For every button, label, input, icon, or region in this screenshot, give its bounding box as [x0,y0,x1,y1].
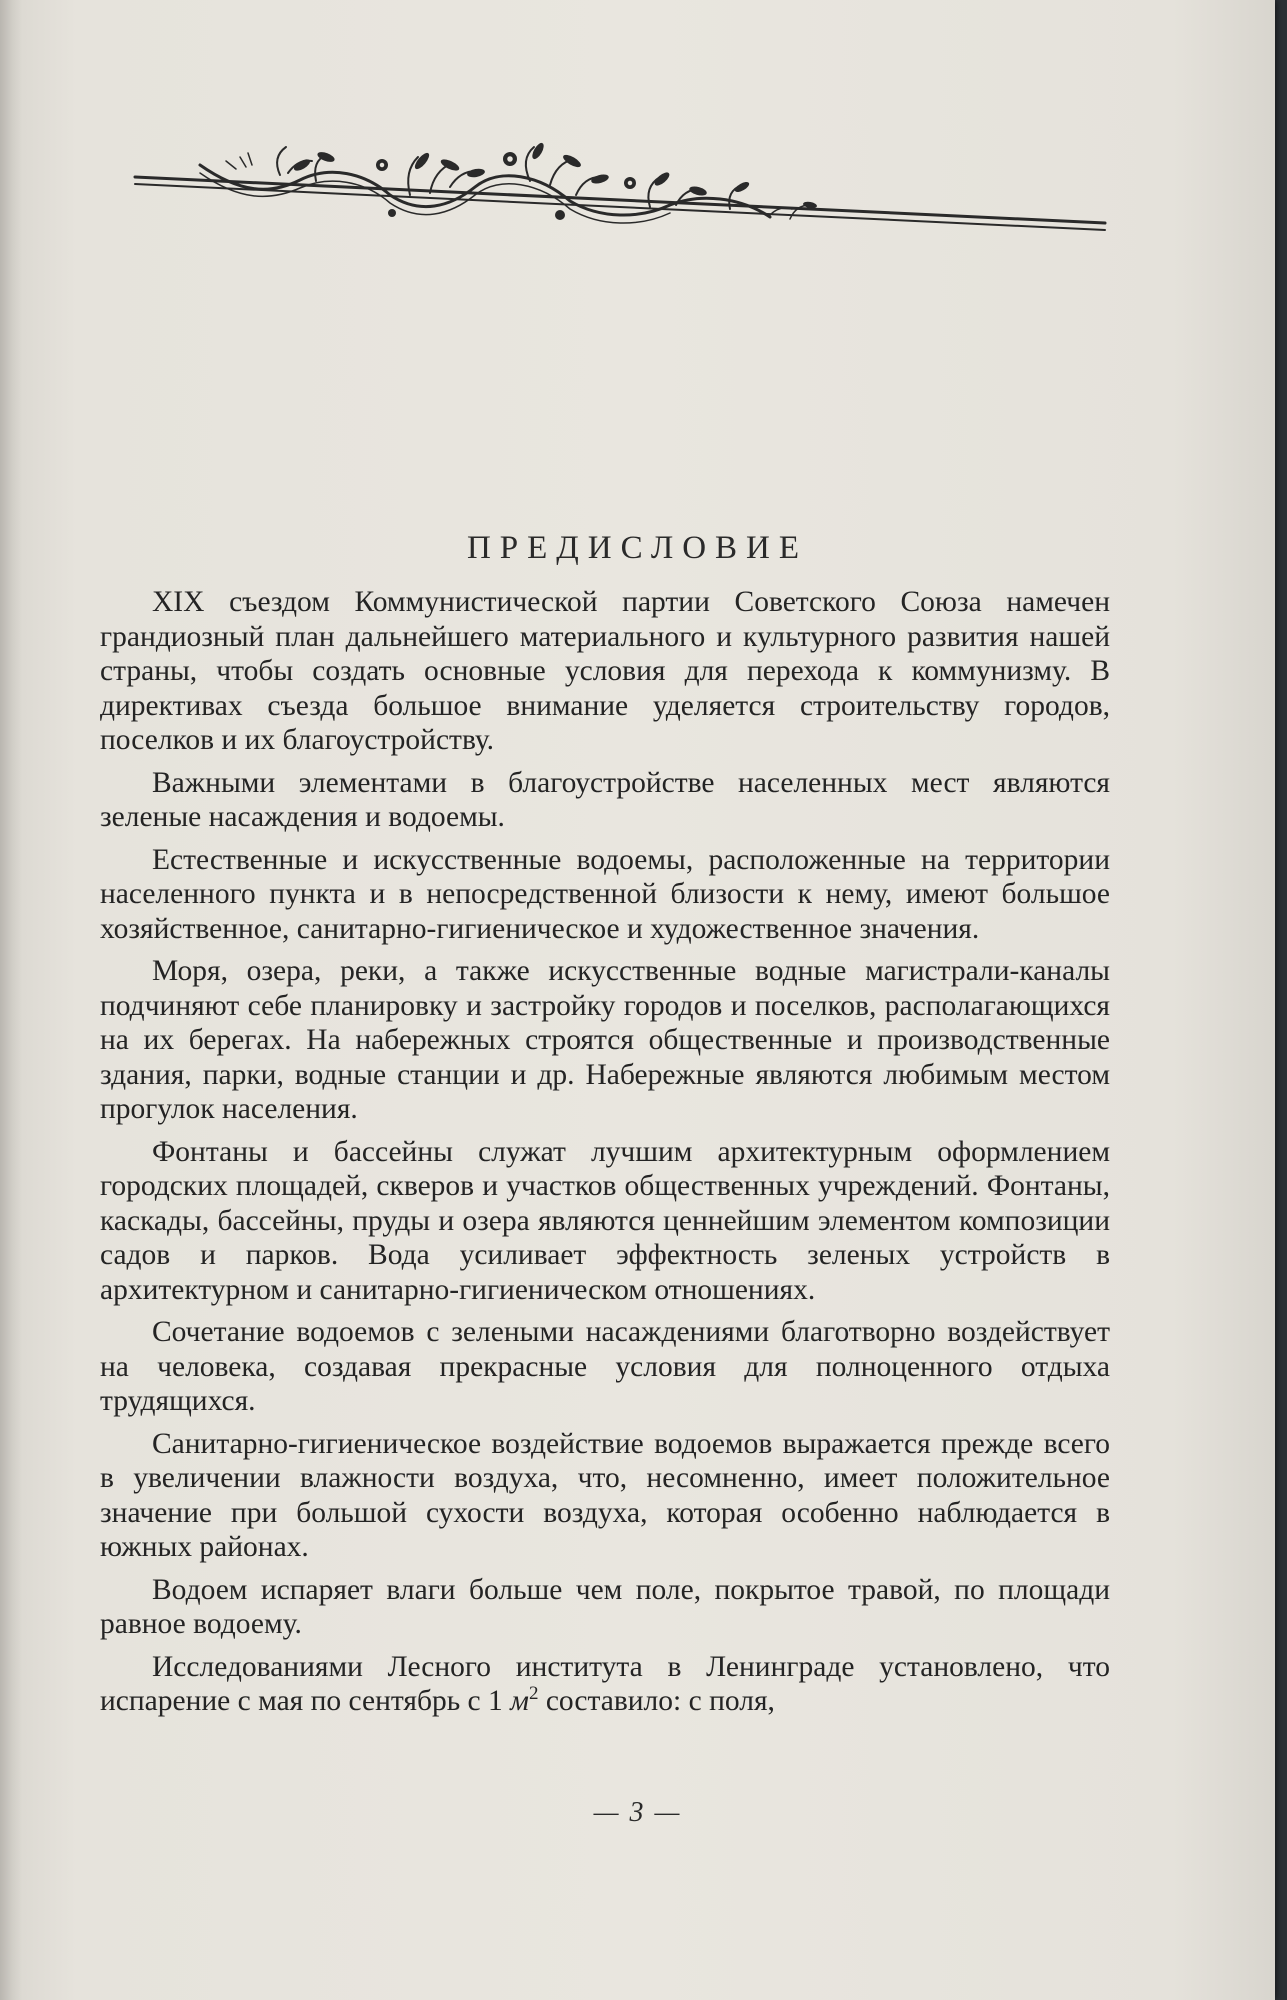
paragraph: Моря, озера, реки, а также искусственные водные магистрали-каналы подчиняют себе планировку и застройку городов и поселков, располагающихся на их берегах. На набережных строятся общественные и производственные здания, парки, водные станции и др. Набережные являются любимым местом прогулок населения. [100,955,1110,1125]
paragraph-text: Исследованиями Лесного института в Ленинграде установлено, что испарение с мая по сентябрь с 1 [100,1650,1110,1717]
paragraph: Санитарно-гигиеническое воздействие водоемов выражается прежде всего в увеличении влажности воздуха, что, несомненно, имеет положительное значение при большой сухости воздуха, которая особенно наблюдается в южных районах. [100,1427,1110,1563]
paragraph-last [100,1650,1110,1719]
paragraph: XIX съездом Коммунистической партии Советского Союза намечен грандиозный план дальнейшего материального и культурного развития нашей страны, чтобы создать основные условия для перехода к коммунизму. В директивах съезда большое внимание уделяется строительству городов, поселков и их благоустройству. [100,586,1110,756]
paragraph: Водоем испаряет влаги больше чем поле, покрытое травой, по площади равное водоему. [100,1573,1110,1640]
page-number: — 3 — [593,1797,682,1828]
body-text [100,585,1110,1727]
paragraph-text: составило: с поля, [538,1685,775,1717]
page-title: ПРЕДИСЛОВИЕ [466,530,809,566]
unit-exponent: 2 [528,1683,539,1705]
floral-vine-headpiece-icon [130,135,1110,245]
paragraph: Важными элементами в благоустройстве населенных мест являются зеленые насаждения и водоемы. [100,766,1110,833]
area-unit: м [510,1685,529,1717]
paragraph: Естественные и искусственные водоемы, расположенные на территории населенного пункта и в непосредственной близости к нему, имеют большое хозяйственное, санитарно-гигиеническое и художественное значения. [100,843,1110,945]
paragraph: Сочетание водоемов с зелеными насаждениями благотворно воздействует на человека, создавая прекрасные условия для полноценного отдыха трудящихся. [100,1316,1110,1417]
paragraph: Фонтаны и бассейны служат лучшим архитектурным оформлением городских площадей, скверов и участков общественных учреждений. Фонтаны, каскады, бассейны, пруды и озера являются ценнейшим элементом композиции садов и парков. Вода усиливает эффектность зеленых устройств в архитектурном и санитарно-гигиеническом отношениях. [100,1135,1110,1306]
page-spine-shadow [0,0,22,2000]
